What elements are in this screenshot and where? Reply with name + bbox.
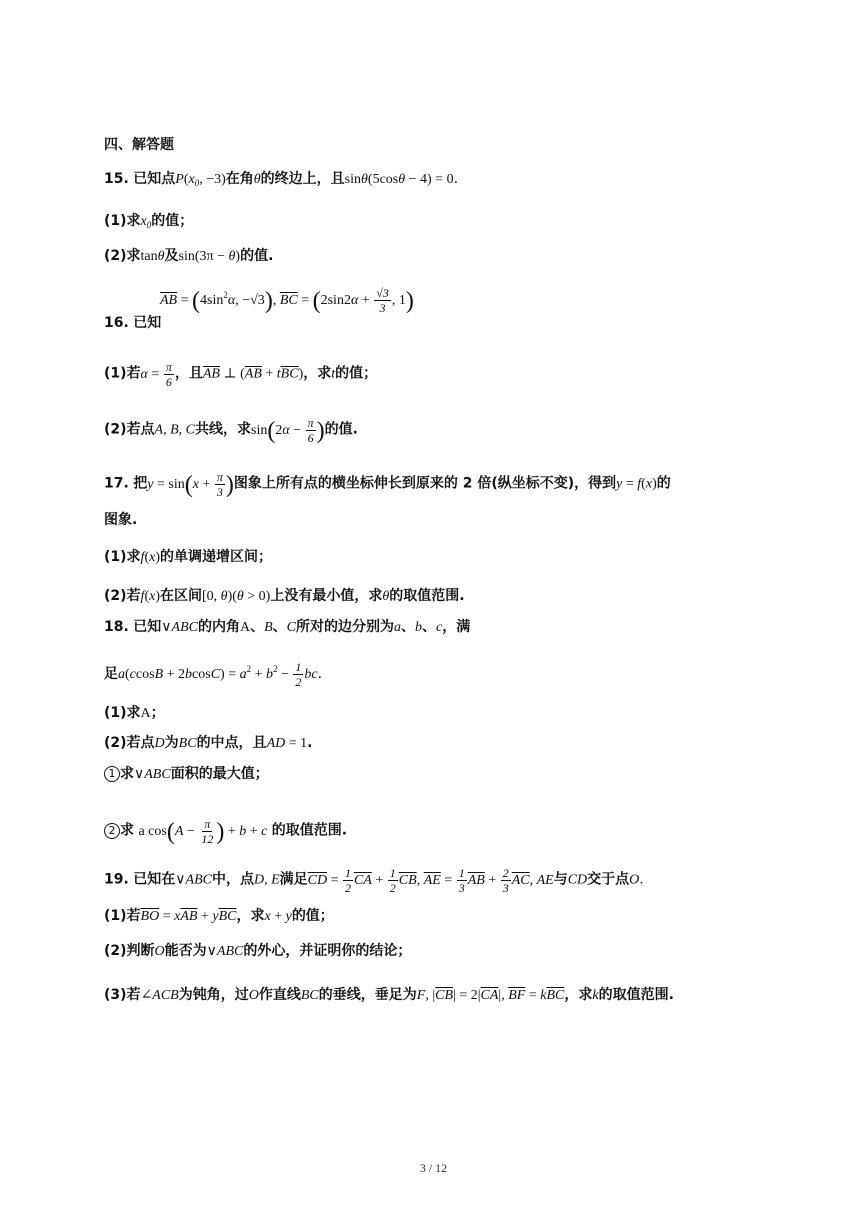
- q16-stem-formula: $\overline{AB} = (4\sin^2\alpha$, −√3), $\overline{BC} = (2\sin 2\alpha$ + $\frac{√3}{3}$ , 1): [160, 286, 414, 316]
- q15-part2: (2)求tanθ及sin(3π − θ)的值.: [104, 248, 274, 264]
- q18-condition: 足$a(ccosB + 2bcosC) = a^2 + b^2$ − $\frac{1}{2}$ bc.: [104, 660, 323, 690]
- q15-stem: 15. 已知点$P(x_0$, −3)在角θ的终边上，且sinθ(5cosθ − 4) = 0.: [104, 171, 459, 188]
- section-heading: 四、解答题: [104, 137, 174, 153]
- q19-part3: (3)若∠ACB为钝角，过O作直线BC的垂线，垂足为F, $|\overline{CB}| = 2|\overline{CA}|$, $\overline{BF} = k\overline{BC}$，求k的取值范围.: [104, 987, 674, 1003]
- q18-stem: 18. 已知∨ABC的内角A、B、C所对的边分别为a、b、c，满: [104, 619, 471, 635]
- q16-stem: 16. 已知: [104, 315, 162, 331]
- q18-sub1: 1 求∨ABC面积的最大值；: [104, 765, 269, 784]
- q17-part2: (2)若f(x)在区间[0, θ)(θ > 0)上没有最小值，求θ的取值范围.: [104, 588, 465, 604]
- q17-part1: (1)求f(x)的单调递增区间；: [104, 549, 272, 565]
- q19-part1: (1)若$\overline{BO} = x\overline{AB} + y\overline{BC}$，求x + y的值；: [104, 908, 334, 924]
- q16-part1: (1)若α = $\frac{\pi}{6}$ ，且$\overline{AB}$ ⊥ $(\overline{AB} + t\overline{BC})$，求t的值；: [104, 360, 378, 389]
- q19-part2: (2)判断O能否为∨ABC的外心，并证明你的结论；: [104, 943, 412, 959]
- q18-part2: (2)若点D为BC的中点，且AD = 1.: [104, 735, 313, 751]
- q18-sub2: 2 求 a cos(A − $\frac{\pi}{12}$ ) + b + c 的取值范围.: [104, 817, 347, 846]
- q19-stem: 19. 已知在∨ABC中，点D, E满足$\overline{CD}$ = $\frac{1}{2}$ $\overline{CA}$ + $\frac{1}{2}$ $\overline{CB}$, $\overline{AE}$ = $\frac{1}{3}$ $\overline{AB}$ + $\frac{2}{3}$ $\overline{AC}$, AE与CD交于点O.: [104, 866, 644, 895]
- q17-stem: 17. 把y = sin(x + $\frac{\pi}{3}$ )图象上所有点的横坐标伸长到原来的 2 倍(纵坐标不变)，得到y = f(x)的: [104, 470, 671, 499]
- q16-part2: (2)若点A, B, C共线，求sin(2α − $\frac{\pi}{6}$ )的值.: [104, 416, 358, 445]
- q18-part1: (1)求A；: [104, 705, 165, 721]
- page-number: 3 / 12: [419, 1161, 448, 1175]
- q15-part1: (1)求$x_0$的值；: [104, 213, 194, 230]
- q17-stem-line2: 图象.: [104, 512, 138, 528]
